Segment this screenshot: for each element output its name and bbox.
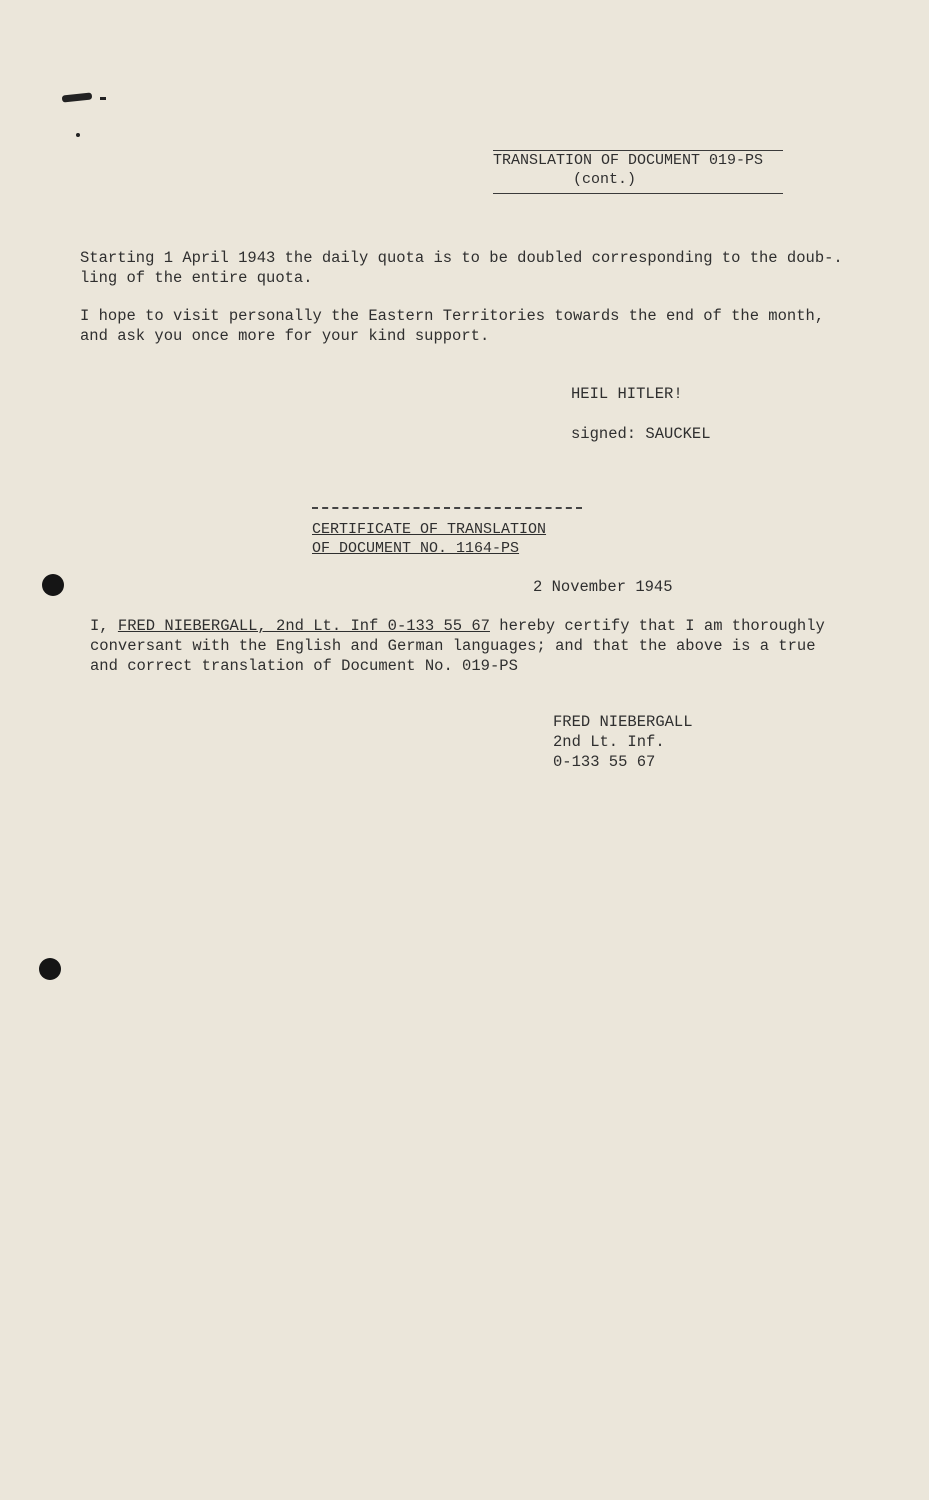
punch-hole bbox=[39, 958, 61, 980]
certificate-title-line-2: OF DOCUMENT NO. 1164-PS bbox=[312, 540, 520, 557]
section-divider bbox=[312, 507, 582, 509]
signature-line: signed: SAUCKEL bbox=[571, 425, 711, 443]
closing-salutation: HEIL HITLER! bbox=[571, 385, 683, 403]
statement-prefix: I, bbox=[90, 617, 118, 635]
paragraph-quota-line-1: Starting 1 April 1943 the daily quota is to be doubled corresponding to the doub-. bbox=[80, 249, 843, 267]
header-rule-bottom bbox=[493, 193, 783, 194]
certificate-statement bbox=[90, 616, 880, 676]
translator-identification: FRED NIEBERGALL, 2nd Lt. Inf 0-133 55 67 bbox=[117, 617, 490, 635]
paragraph-visit bbox=[80, 306, 870, 346]
ink-smudge bbox=[76, 133, 80, 137]
certificate-title-line-1: CERTIFICATE OF TRANSLATION bbox=[312, 521, 547, 538]
paragraph-visit-line-2: and ask you once more for your kind support. bbox=[80, 327, 490, 345]
translator-name: FRED NIEBERGALL bbox=[553, 713, 693, 731]
paragraph-quota-line-2: ling of the entire quota. bbox=[80, 269, 313, 287]
document-header bbox=[493, 150, 783, 194]
paragraph-visit-line-1: I hope to visit personally the Eastern Territories towards the end of the month, bbox=[80, 307, 825, 325]
document-title: TRANSLATION OF DOCUMENT 019-PS bbox=[493, 152, 764, 169]
certificate-date: 2 November 1945 bbox=[533, 578, 673, 596]
certificate-heading bbox=[312, 520, 546, 558]
paragraph-quota bbox=[80, 248, 870, 288]
ink-smudge bbox=[100, 97, 106, 100]
statement-line-3: and correct translation of Document No. 019-PS bbox=[90, 657, 518, 675]
punch-hole bbox=[42, 574, 64, 596]
translator-rank: 2nd Lt. Inf. bbox=[553, 733, 665, 751]
statement-line-2: conversant with the English and German languages; and that the above is a true bbox=[90, 637, 816, 655]
translator-signature-block bbox=[553, 712, 813, 772]
document-subtitle: (cont.) bbox=[573, 171, 637, 188]
statement-line-1-suffix: hereby certify that I am thoroughly bbox=[489, 617, 825, 635]
translator-serial: 0-133 55 67 bbox=[553, 753, 656, 771]
ink-smudge bbox=[62, 92, 93, 102]
